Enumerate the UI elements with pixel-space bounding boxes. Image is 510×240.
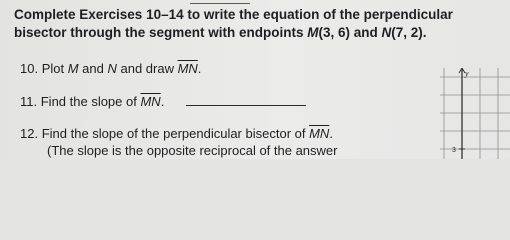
instructions-line-1	[14, 7, 453, 22]
segment-mn: $\overline{MN}$	[177, 61, 198, 76]
coordinate-grid[interactable]	[440, 68, 510, 159]
exercise-12	[20, 126, 333, 141]
answer-blank[interactable]	[186, 95, 306, 106]
exercise-number: 11.	[20, 94, 38, 109]
header-rule	[190, 3, 250, 4]
exercise-period: .	[160, 94, 165, 109]
tick-label: 3	[452, 147, 456, 154]
exercise-text: Find the slope of the perpendicular bisector of	[41, 126, 310, 141]
exercise-11	[20, 94, 306, 109]
exercise-text: Plot	[41, 61, 68, 76]
instructions-line-2	[14, 25, 427, 40]
variable-m: M	[67, 61, 79, 76]
exercise-text: and draw	[116, 61, 178, 76]
variable-n: N	[107, 61, 117, 76]
grid-lines	[440, 68, 510, 159]
instructions-text-1: Complete Exercises 10–14 to write the equation of the perpendicular	[14, 7, 453, 22]
exercise-text: Find the slope of	[40, 94, 141, 109]
segment-mn: $\overline{MN}$	[309, 126, 330, 141]
exercise-number: 12.	[20, 126, 39, 141]
exercise-note: (The slope is the opposite reciprocal of the answer	[47, 143, 338, 158]
exercise-number: 10.	[20, 61, 39, 76]
exercise-12-note	[47, 143, 338, 158]
exercise-10	[20, 61, 201, 76]
point-n-coords: (7, 2).	[391, 25, 427, 40]
exercise-period: .	[329, 126, 333, 141]
y-axis-label: y	[465, 69, 469, 78]
exercise-text: and	[78, 61, 108, 76]
exercise-period: .	[197, 61, 202, 76]
point-n-label: N	[381, 25, 392, 40]
instructions-conjunction: and	[350, 25, 382, 40]
point-m-label: M	[307, 25, 319, 40]
segment-mn: $\overline{MN}$	[140, 94, 161, 109]
point-m-coords: (3, 6)	[318, 25, 351, 40]
instructions-text-2: bisector through the segment with endpoints	[14, 25, 308, 40]
